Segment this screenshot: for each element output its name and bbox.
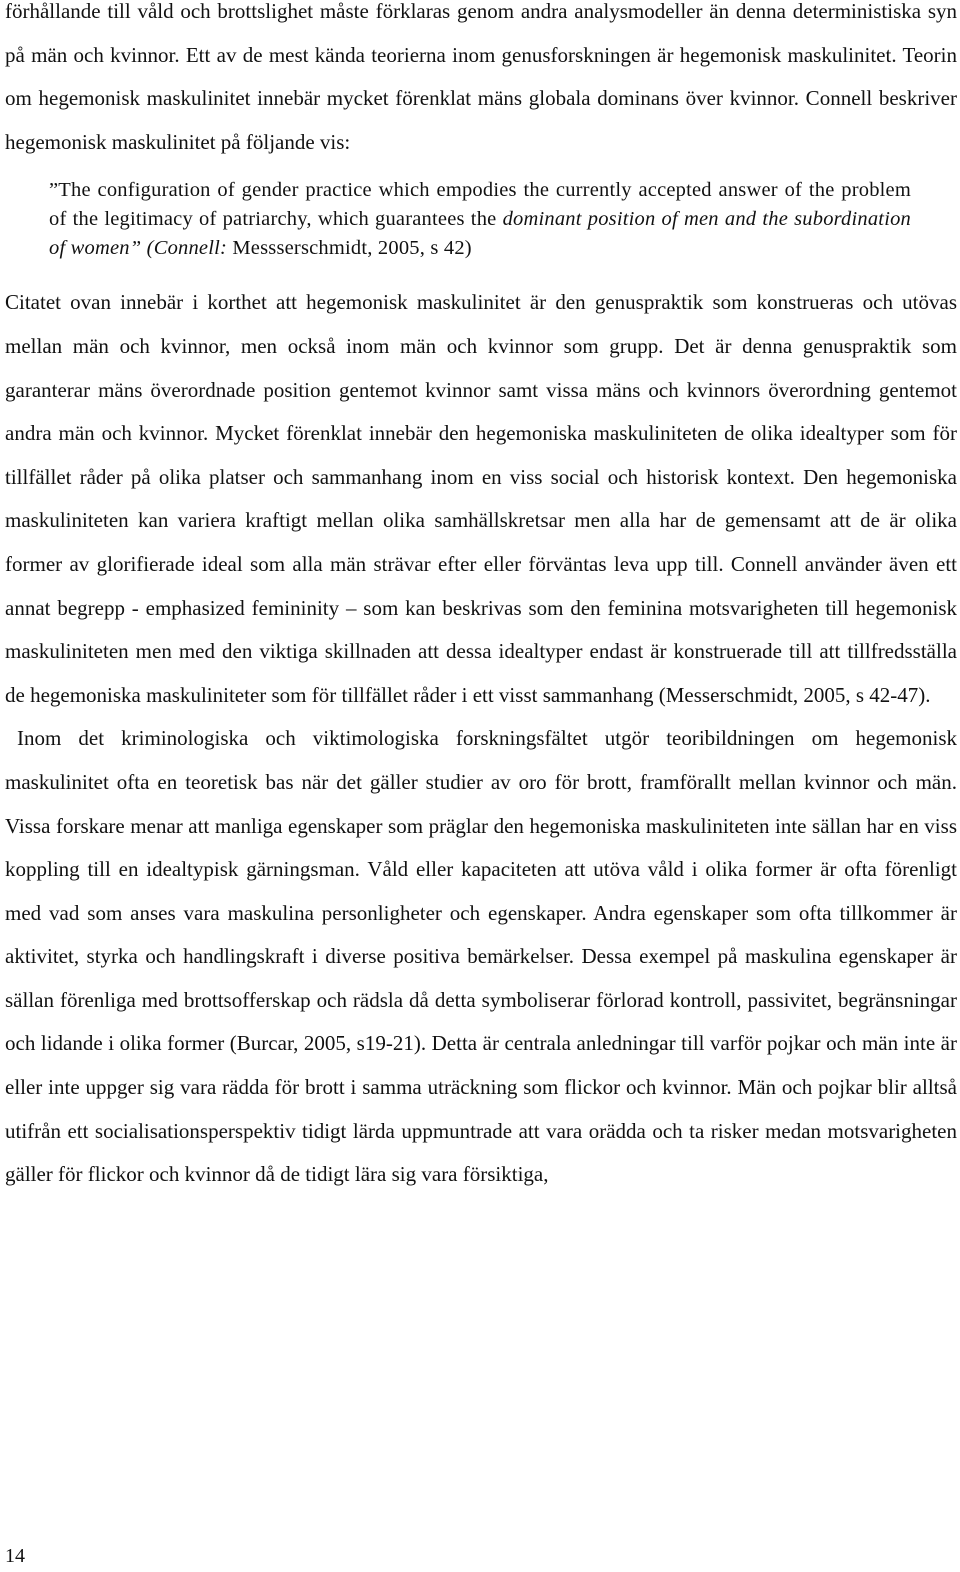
quote-italic-text: dominant position of men and the subordination of women” (Connell: xyxy=(49,208,911,260)
body-paragraph-2: Citatet ovan innebär i korthet att hegemonisk maskulinitet är den genuspraktik som konstrueras och utövas mellan män och kvinnor, men också inom män och kvinnor som grupp. Det är denna genuspraktik som garanterar mäns överordnade position gentemot kvinnor samt vissa mäns och kvinnors överordning gentemot andra män och kvinnor. Mycket förenklat innebär den hegemoniska maskuliniteten de olika idealtyper som för tillfället råder på olika platser och sammanhang inom en viss social och historisk kontext. Den hegemoniska maskuliniteten kan variera kraftigt mellan olika samhällskretsar men alla har de gemensamt att de är olika former av glorifierade ideal som alla män strävar efter eller förväntas leva upp till. Connell använder även ett annat begrepp - emphasized femininity – som kan beskrivas som den feminina motsvarigheten till hegemonisk maskuliniteten men med den viktiga skillnaden att dessa idealtyper endast är konstruerade till att tillfredsställa de hegemoniska maskuliniteter som för tillfället råder i ett visst sammanhang (Messerschmidt, 2005, s 42-47). xyxy=(5,290,957,707)
quote-citation: Messserschmidt, 2005, s 42) xyxy=(227,237,472,260)
body-paragraph-3: Inom det kriminologiska och viktimologiska forskningsfältet utgör teoribildningen om hegemonisk maskulinitet ofta en teoretisk bas när det gäller studier av oro för brott, framförallt mellan kvinnor och män. Vissa forskare menar att manliga egenskaper som präglar den hegemoniska maskuliniteten inte sällan har en viss koppling till en idealtypisk gärningsman. Våld eller kapaciteten att utöva våld i olika former är ofta förenligt med vad som anses vara maskulina personligheter och egenskaper. Andra egenskaper som ofta tillkommer är aktivitet, styrka och handlingskraft i diverse positiva bemärkelser. Dessa exempel på maskulina egenskaper är sällan förenliga med brottsofferskap och rädsla då detta symboliserar förlorad kontroll, passivitet, begränsningar och lidande i olika former (Burcar, 2005, s19-21). Detta är centrala anledningar till varför pojkar och män inte är eller inte uppger sig vara rädda för brott i samma uträckning som flickor och kvinnor. Män och pojkar blir alltså utifrån ett socialisationsperspektiv tidigt lärda uppmuntrade att vara orädda och ta risker medan motsvarigheten gäller för flickor och kvinnor då de tidigt lära sig vara försiktiga, xyxy=(5,726,957,1187)
document-page xyxy=(5,0,957,1197)
block-quote xyxy=(49,176,911,263)
quote-text: ”The configuration of gender practice which empodies the currently accepted answer of the problem of the legitimacy of patriarchy, which guarantees the xyxy=(49,179,911,231)
body-paragraph-1: förhållande till våld och brottslighet måste förklaras genom andra analysmodeller än denna deterministiska syn på män och kvinnor. Ett av de mest kända teorierna inom genusforskningen är hegemonisk maskulinitet. Teorin om hegemonisk maskulinitet innebär mycket förenklat mäns globala dominans över kvinnor. Connell beskriver hegemonisk maskulinitet på följande vis: xyxy=(5,0,957,154)
page-number: 14 xyxy=(5,1545,25,1567)
